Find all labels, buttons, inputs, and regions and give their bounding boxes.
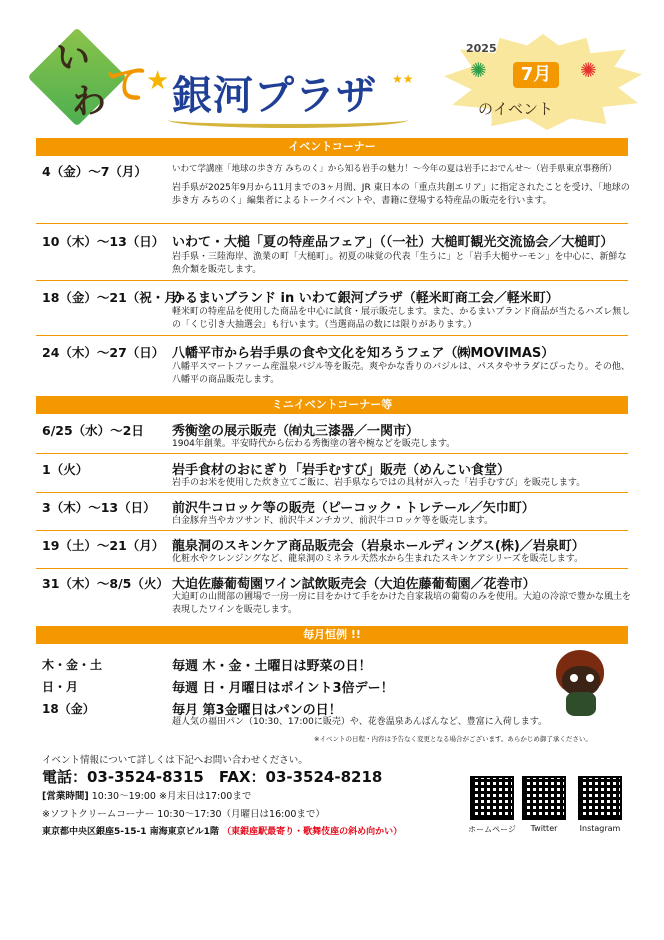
- monthly-day: 18（金）: [42, 702, 95, 716]
- hours-label: [営業時間]: [42, 791, 89, 802]
- mini-event-description: 大迫町の山間部の圃場で一房一房に目をかけて手をかけた自家栽培の葡萄のみを使用。大迫の冷涼で豊かな風土を表現したワインを販売します。: [172, 592, 632, 615]
- section-header-mini-events: ミニイベントコーナー等: [36, 396, 628, 414]
- divider: [36, 568, 628, 569]
- contact-intro: イベント情報について詳しくは下記へお問い合わせください。: [42, 755, 308, 766]
- monthly-text: 毎週 木・金・土曜日は野菜の日！: [172, 659, 372, 674]
- monthly-day: 日・月: [42, 680, 79, 694]
- divider: [36, 335, 628, 336]
- mini-event-date: 3（木）～13（日）: [42, 500, 156, 515]
- notice-text: ※イベントの日程・内容は予告なく変更となる場合がございます。あらかじめ御了承ください。: [314, 735, 592, 743]
- mini-event-title: 大迫佐藤葡萄園ワイン試飲販売会（大迫佐藤葡萄園／花巻市）: [172, 577, 536, 592]
- event-description: 八幡平スマートファーム産温泉バジル等を販売。爽やかな香りのバジルは、パスタやサラダにぴったり。その他、八幡平の商品販売します。: [172, 362, 630, 385]
- monthly-text: 毎週 日・月曜日はポイント3倍デー！: [172, 681, 394, 696]
- badge-subtitle: のイベント: [478, 100, 554, 118]
- logo-title: 銀河プラザ: [172, 73, 377, 119]
- qr-label-twitter: Twitter: [530, 824, 558, 833]
- mini-event-description: 1904年創業。平安時代から伝わる秀衡塗の箸や椀などを販売します。: [172, 439, 456, 449]
- business-hours: [42, 788, 251, 802]
- monthly-text: 毎月 第3金曜日はパンの日！: [172, 703, 342, 718]
- mini-event-description: 白金豚弁当やカツサンド、前沢牛メンチカツ、前沢牛コロッケ等を販売します。: [172, 516, 494, 526]
- divider: [36, 223, 628, 224]
- mini-event-date: 31（木）～8/5（火）: [42, 576, 169, 591]
- section-header-monthly: 毎月恒例 !!: [36, 626, 628, 644]
- firework-icon: ✺: [580, 58, 597, 82]
- mascot-eye: [586, 674, 594, 682]
- divider: [36, 280, 628, 281]
- event-title: かるまいブランド in いわて銀河プラザ（軽米町商工会／軽米町）: [172, 291, 559, 306]
- mini-event-title: 前沢牛コロッケ等の販売（ピーコック・トレテール／矢巾町）: [172, 501, 535, 516]
- softcream-hours: ※ソフトクリームコーナー 10:30～17:30（月曜日は16:00まで）: [42, 809, 325, 820]
- divider: [36, 453, 628, 454]
- logo-text-i: い: [56, 38, 90, 78]
- event-date: 10（木）～13（日）: [42, 234, 165, 249]
- qr-label-instagram: Instagram: [579, 824, 621, 833]
- qr-code-homepage[interactable]: [470, 776, 514, 820]
- qr-label-homepage: ホームページ: [468, 825, 516, 834]
- event-description: 岩手県・三陸海岸、漁業の町「大槌町」。初夏の味覚の代表「生うに」と「岩手大槌サーモン」を中心に、新鮮な魚介類を販売します。: [172, 252, 627, 275]
- address: [42, 824, 402, 837]
- monthly-day: 木・金・土: [42, 658, 103, 672]
- firework-icon: ✺: [470, 58, 487, 82]
- event-date: 24（木）～27（日）: [42, 345, 165, 360]
- logo-text-te: て: [106, 60, 149, 109]
- mascot-body: [566, 692, 596, 716]
- event-description: 岩手県が2025年9月から11月までの3ヶ月間、JR 東日本の「重点共創エリア」に指定されたことを受け、「地球の歩き方 みちのく」編集者によるトークイベントや、書籍に登場する特産品の販売を行います。: [172, 183, 630, 206]
- hours-text: 10:30～19:00 ※月末日は17:00まで: [91, 791, 252, 802]
- address-note: （東銀座駅最寄り・歌舞伎座の斜め向かい）: [222, 827, 403, 837]
- star-icon: ★: [146, 66, 170, 96]
- event-description: 軽米町の特産品を使用した商品を中心に試食・展示販売します。また、かるまいブランド商品が当たるハズレ無しの「くじ引き大抽選会」も行います。（当選商品の数には限りがあります。）: [172, 307, 631, 330]
- mascot-eye: [570, 674, 578, 682]
- contact-phone: 電話：03-3524-8315 FAX：03-3524-8218: [42, 768, 383, 786]
- sparkle-icon: ★★: [392, 72, 414, 86]
- qr-code-instagram[interactable]: [578, 776, 622, 820]
- event-date: 18（金）～21（祝・月）: [42, 290, 190, 305]
- divider: [36, 530, 628, 531]
- logo-text-wa: わ: [72, 82, 106, 122]
- divider: [36, 492, 628, 493]
- mini-event-description: 化粧水やクレンジングなど、龍泉洞のミネラル天然水から生まれたスキンケアシリーズを販売します。: [172, 554, 584, 564]
- badge-month: 7月: [513, 62, 559, 88]
- monthly-description: 超人気の福田パン（10:30、17:00に販売）や、花巻温泉あんぱんなど、豊富に入荷します。: [172, 717, 547, 727]
- mini-event-title: 秀衡塗の展示販売（㈲丸三漆器／一関市）: [172, 424, 420, 439]
- qr-code-twitter[interactable]: [522, 776, 566, 820]
- logo-swoosh: [168, 112, 408, 128]
- event-title: いわて・大槌「夏の特産品フェア」（（一社）大槌町観光交流協会／大槌町）: [172, 235, 614, 250]
- mini-event-title: 龍泉洞のスキンケア商品販売会（岩泉ホールディングス(株)／岩泉町）: [172, 539, 585, 554]
- mini-event-description: 岩手のお米を使用した炊き立てご飯に、岩手県ならではの具材が入った「岩手むすび」を販売します。: [172, 478, 586, 488]
- event-date: 4（金）～7（月）: [42, 164, 147, 179]
- mini-event-date: 19（土）～21（月）: [42, 538, 165, 553]
- event-lead: いわて学講座「地球の歩き方 みちのく」から知る岩手の魅力！～今年の夏は岩手におでんせ～（岩手県東京事務所）: [172, 164, 617, 174]
- section-header-events: イベントコーナー: [36, 138, 628, 156]
- event-title: 八幡平市から岩手県の食や文化を知ろうフェア（㈱MOVIMAS）: [172, 346, 555, 361]
- mini-event-date: 6/25（水）～2日: [42, 423, 144, 438]
- address-text: 東京都中央区銀座5-15-1 南海東京ビル1階: [42, 827, 219, 837]
- mini-event-title: 岩手食材のおにぎり「岩手むすび」販売（めんこい食堂）: [172, 463, 511, 478]
- badge-year: 2025: [466, 42, 497, 55]
- mini-event-date: 1（火）: [42, 462, 89, 477]
